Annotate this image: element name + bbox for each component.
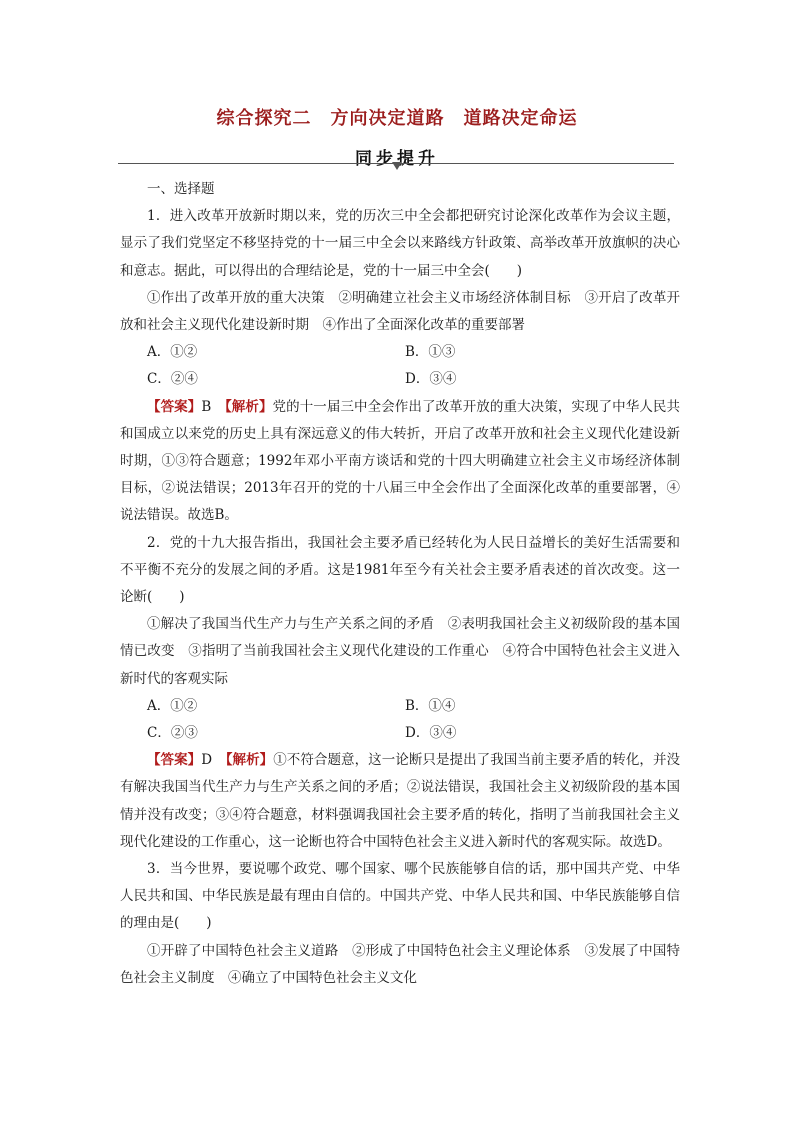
page-subtitle: 同步提升 bbox=[355, 149, 439, 169]
option-b: B．①③ bbox=[405, 344, 456, 361]
option-c: C．②③ bbox=[147, 725, 198, 742]
question-2-options-row-2 bbox=[120, 720, 680, 747]
question-1-statements: ①作出了改革开放的重大决策 ②明确建立社会主义市场经济体制目标 ③开启了改革开放和社会主义现代化建设新时期 ④作出了全面深化改革的重要部署 bbox=[120, 289, 680, 334]
answer-value: D bbox=[201, 752, 213, 769]
section-heading: 一、选择题 bbox=[147, 181, 215, 197]
page-title: 综合探究二 方向决定道路 道路决定命运 bbox=[216, 108, 578, 129]
question-2-stem: 2．党的十九大报告指出，我国社会主要矛盾已经转化为人民日益增长的美好生活需要和不平衡不充分的发展之间的矛盾。这是1981年至今有关社会主要矛盾表述的首次改变。这一论断( ) bbox=[120, 534, 680, 606]
question-1-options-row-1 bbox=[120, 339, 680, 366]
analysis-tag: 【解析】 bbox=[225, 752, 274, 769]
option-a: A．①② bbox=[147, 344, 198, 361]
question-1-options-row-2 bbox=[120, 366, 680, 393]
question-3-statements: ①开辟了中国特色社会主义道路 ②形成了中国特色社会主义理论体系 ③发展了中国特色社会主义制度 ④确立了中国特色社会主义文化 bbox=[120, 942, 680, 986]
answer-value: B bbox=[201, 398, 212, 415]
option-a: A．①② bbox=[147, 697, 198, 714]
option-b: B．①④ bbox=[405, 697, 456, 714]
question-2-statements: ①解决了我国当代生产力与生产关系之间的矛盾 ②表明我国社会主义初级阶段的基本国情已改变 ③指明了当前我国社会主义现代化建设的工作重心 ④符合中国特色社会主义进入新时代的客观实际 bbox=[120, 616, 680, 687]
option-d: D．③④ bbox=[405, 725, 457, 742]
answer-tag: 【答案】 bbox=[147, 398, 202, 415]
answer-tag: 【答案】 bbox=[147, 752, 202, 769]
question-2-options-row-1 bbox=[120, 693, 680, 720]
option-c: C．②④ bbox=[147, 371, 198, 388]
question-3-stem: 3．当今世界，要说哪个政党、哪个国家、哪个民族能够自信的话，那中国共产党、中华人民共和国、中华民族是最有理由自信的。中国共产党、中华人民共和国、中华民族能够自信的理由是( ) bbox=[120, 861, 680, 932]
analysis-tag: 【解析】 bbox=[224, 398, 273, 415]
content-body bbox=[120, 176, 680, 992]
option-d: D．③④ bbox=[405, 371, 457, 388]
analysis-text: 党的十一届三中全会作出了改革开放的重大决策，实现了中华人民共和国成立以来党的历史上具有深远意义的伟大转折，开启了改革开放和社会主义现代化建设新时期，①③符合题意；1992年邓小平南方谈话和党的十四大明确建立社会主义市场经济体制目标，②说法错误；2013年召开的党的十八届三中全会作出了全面深化改革的重要部署，④说法错误。故选B。 bbox=[120, 398, 681, 524]
divider-marker-icon bbox=[392, 162, 402, 170]
question-2-answer bbox=[120, 747, 680, 856]
question-1-answer bbox=[120, 394, 680, 530]
question-1-stem: 1．进入改革开放新时期以来，党的历次三中全会都把研究讨论深化改革作为会议主题，显示了我们党坚定不移坚持党的十一届三中全会以来路线方针政策、高举改革开放旗帜的决心和意志。据此，可以得出的合理结论是，党的十一届三中全会( ) bbox=[120, 208, 680, 279]
analysis-text: ①不符合题意，这一论断只是提出了我国当前主要矛盾的转化，并没有解决我国当代生产力与生产关系之间的矛盾；②说法错误，我国社会主义初级阶段的基本国情并没有改变；③④符合题意，材料强调我国社会主要矛盾的转化，指明了当前我国社会主义现代化建设的工作重心，这一论断也符合中国特色社会主义进入新时代的客观实际。故选D。 bbox=[120, 752, 681, 850]
